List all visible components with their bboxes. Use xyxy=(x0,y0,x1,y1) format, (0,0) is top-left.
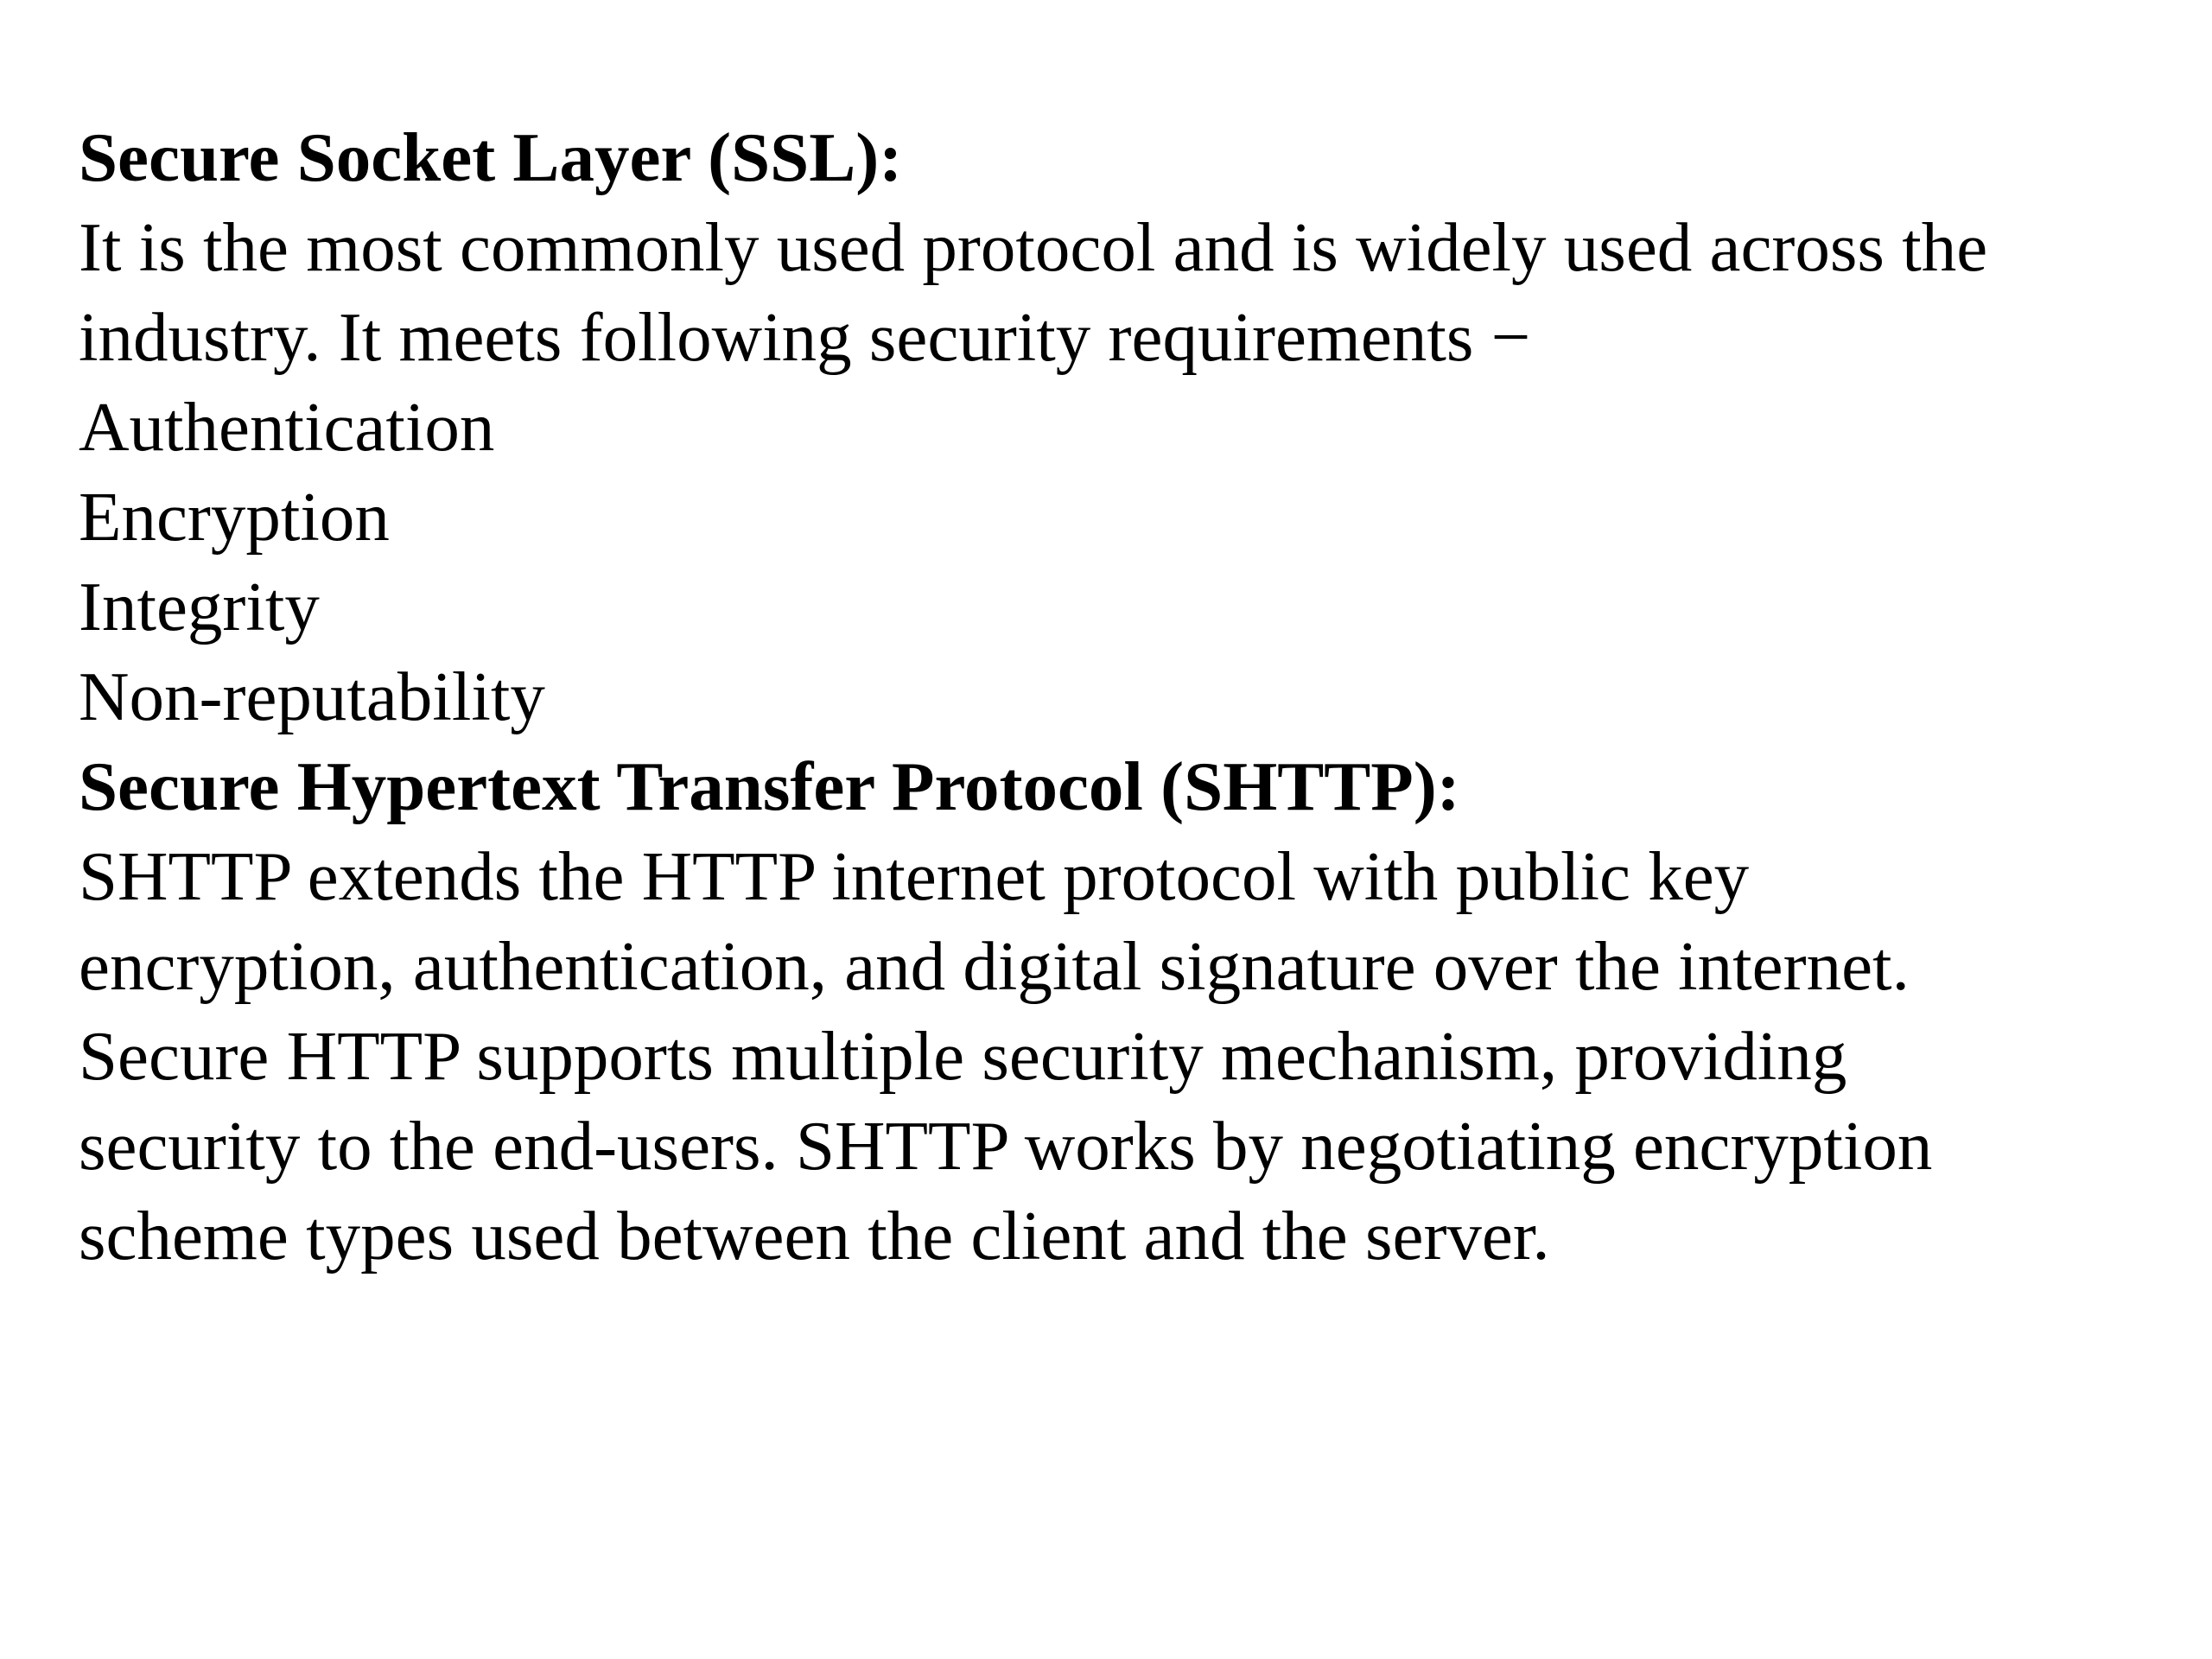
shttp-body-line: encryption, authentication, and digital signature over the internet. xyxy=(79,927,1910,1005)
shttp-body-line: security to the end-users. SHTTP works by negotiating encryption xyxy=(79,1107,1933,1185)
requirement-integrity: Integrity xyxy=(79,568,320,645)
requirement-non-reputability: Non-reputability xyxy=(79,658,545,735)
ssl-intro-line: industry. It meets following security requirements − xyxy=(79,298,1531,376)
shttp-section xyxy=(79,741,2152,1281)
shttp-body-line: SHTTP extends the HTTP internet protocol with public key xyxy=(79,837,1750,915)
requirement-encryption: Encryption xyxy=(79,478,390,556)
ssl-heading: Secure Socket Layer (SSL): xyxy=(79,118,903,196)
shttp-body-line: scheme types used between the client and the server. xyxy=(79,1197,1550,1274)
shttp-heading: Secure Hypertext Transfer Protocol (SHTTP): xyxy=(79,747,1460,825)
document-body xyxy=(79,112,2152,1281)
ssl-intro-line: It is the most commonly used protocol and is widely used across the xyxy=(79,208,1988,286)
requirement-authentication: Authentication xyxy=(79,388,495,466)
ssl-section xyxy=(79,112,2152,741)
shttp-body-line: Secure HTTP supports multiple security mechanism, providing xyxy=(79,1017,1847,1095)
